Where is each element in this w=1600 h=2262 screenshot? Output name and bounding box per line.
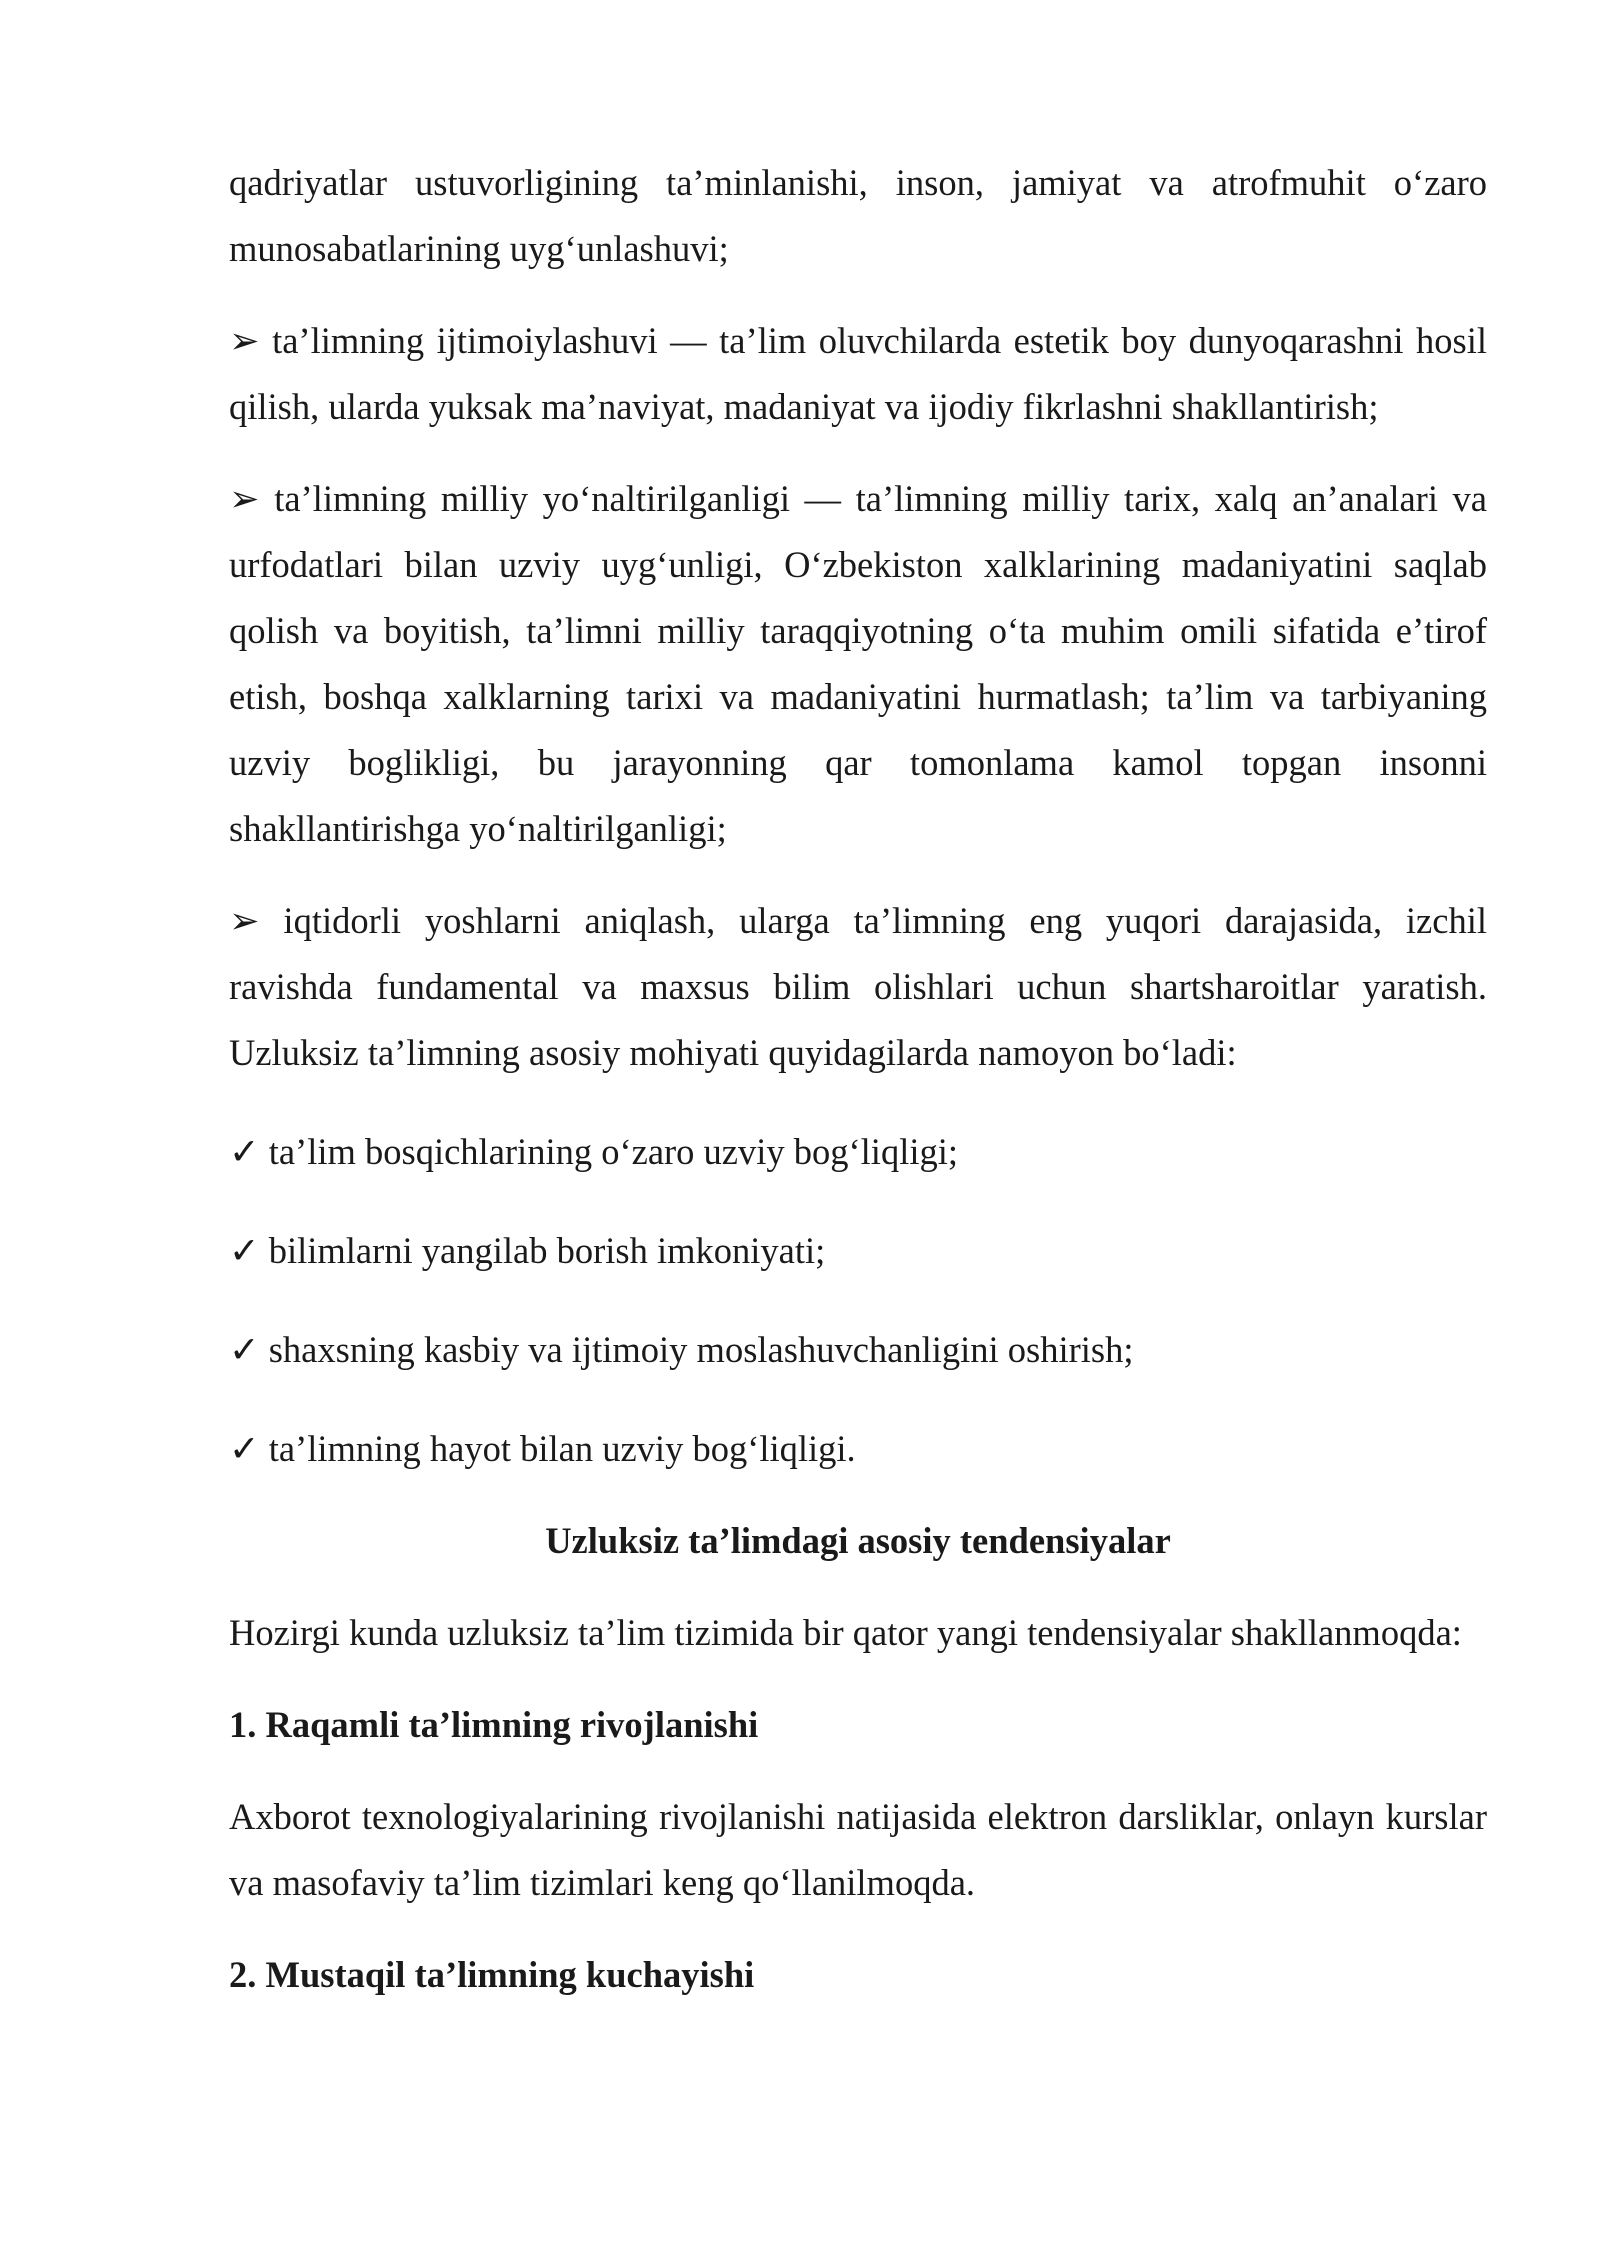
checklist-item-text: taʼlim bosqichlarining oʻzaro uzviy bogʻliqligi; bbox=[268, 1131, 959, 1172]
checklist-item bbox=[229, 1218, 1487, 1284]
intro-paragraph: Hozirgi kunda uzluksiz taʼlim tizimida bir qator yangi tendensiyalar shakllanmoqda: bbox=[229, 1612, 1462, 1653]
arrow-bullet-icon: ➢ bbox=[229, 478, 260, 519]
bullet-socialization bbox=[229, 308, 1487, 440]
checklist-item-text: bilimlarni yangilab borish imkoniyati; bbox=[268, 1230, 826, 1271]
bullet-gifted-youth bbox=[229, 888, 1487, 1086]
heading-digital-education: 1. Raqamli taʼlimning rivojlanishi bbox=[229, 1704, 759, 1745]
checkmark-icon: ✓ bbox=[229, 1131, 260, 1172]
paragraph-values-harmony: qadriyatlar ustuvorligining taʼminlanishi, inson, jamiyat va atrofmuhit oʻzaro munosabatlarining uygʻunlashuvi; bbox=[229, 162, 1487, 269]
arrow-bullet-icon: ➢ bbox=[229, 320, 260, 361]
checkmark-icon: ✓ bbox=[229, 1428, 260, 1469]
heading-independent-learning: 2. Mustaqil taʼlimning kuchayishi bbox=[229, 1954, 755, 1995]
checklist-item bbox=[229, 1317, 1487, 1383]
arrow-bullet-icon: ➢ bbox=[229, 900, 260, 941]
bullet-socialization-text: taʼlimning ijtimoiylashuvi — taʼlim oluvchilarda estetik boy dunyoqarashni hosil qilish, ularda yuksak maʼnaviyat, madaniyat va ijodiy fikrlashni shakllantirish; bbox=[229, 320, 1488, 427]
checkmark-icon: ✓ bbox=[229, 1329, 260, 1370]
digital-education-paragraph: Axborot texnologiyalarining rivojlanishi natijasida elektron darsliklar, onlayn kurslar va masofaviy taʼlim tizimlari keng qoʻllanilmoqda. bbox=[229, 1796, 1487, 1903]
bullet-gifted-youth-text: iqtidorli yoshlarni aniqlash, ularga taʼlimning eng yuqori darajasida, izchil ravishda fundamental va maxsus bilim olishlari uchun shartsharoitlar yaratish. Uzluksiz taʼlimning asosiy mohiyati quyidagilarda namoyon boʻladi: bbox=[229, 900, 1487, 1073]
checklist-item-text: shaxsning kasbiy va ijtimoiy moslashuvchanligini oshirish; bbox=[268, 1329, 1134, 1370]
checklist-item bbox=[229, 1416, 1487, 1482]
bullet-national-orientation-text: taʼlimning milliy yoʻnaltirilganligi — taʼlimning milliy tarix, xalq anʼanalari va urfodatlari bilan uzviy uygʻunligi, Oʻzbekiston xalklarining madaniyatini saqlab qolish va boyitish, taʼlimni milliy taraqqiyotning oʻta muhim omili sifatida eʼtirof etish, boshqa xalklarning tarixi va madaniyatini hurmatlash; taʼlim va tarbiyaning uzviy boglikligi, bu jarayonning qar tomonlama kamol topgan insonni shakllantirishga yoʻnaltirilganligi; bbox=[229, 478, 1488, 849]
checklist-item-text: taʼlimning hayot bilan uzviy bogʻliqligi. bbox=[268, 1428, 856, 1469]
checkmark-icon: ✓ bbox=[229, 1230, 260, 1271]
document-page bbox=[229, 150, 1487, 2008]
bullet-national-orientation bbox=[229, 466, 1487, 862]
section-title: Uzluksiz taʼlimdagi asosiy tendensiyalar bbox=[545, 1520, 1171, 1561]
checklist-item bbox=[229, 1119, 1487, 1185]
